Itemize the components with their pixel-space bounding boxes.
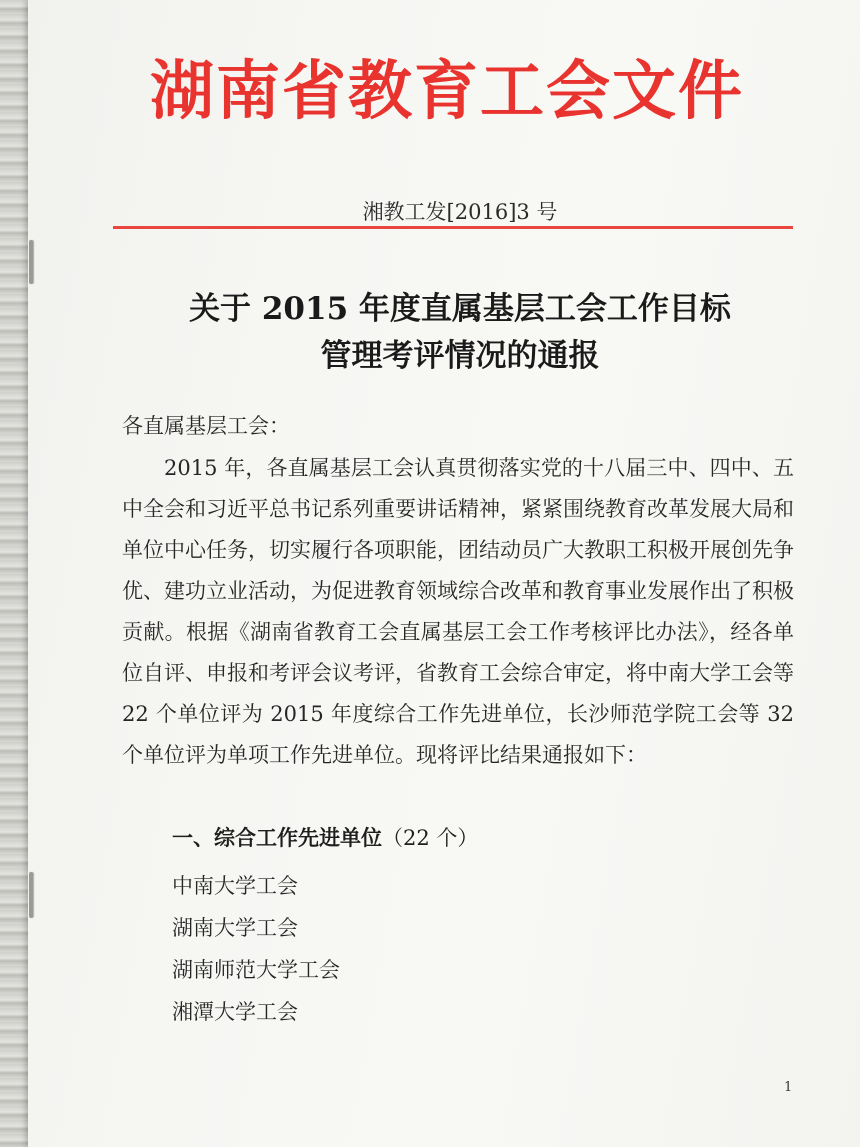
list-item: 湖南师范大学工会	[172, 958, 340, 982]
document-title-line1: 关于 2015 年度直属基层工会工作目标	[189, 291, 731, 327]
red-header-title: 湖南省教育工会文件	[150, 55, 744, 129]
document-number: 湘教工发[2016]3 号	[362, 200, 558, 224]
page-number: 1	[784, 1080, 793, 1095]
list-item: 湖南大学工会	[172, 916, 298, 940]
advanced-unit-list	[172, 865, 340, 1033]
binding-staple-top	[29, 240, 33, 284]
list-item: 中南大学工会	[172, 874, 298, 898]
list-item: 湘潭大学工会	[172, 1000, 298, 1024]
section-heading-count: （22 个）	[382, 826, 479, 850]
body-paragraph: 2015 年，各直属基层工会认真贯彻落实党的十八届三中、四中、五中全会和习近平总书记系列重要讲话精神，紧紧围绕教育改革发展大局和单位中心任务，切实履行各项职能，团结动员广大教职工积极开展创先争优、建功立业活动，为促进教育领域综合改革和教育事业发展作出了积极贡献。根据《湖南省教育工会直属基层工会工作考核评比办法》，经各单位自评、申报和考评会议考评，省教育工会综合审定，将中南大学工会等 22 个单位评为 2015 年度综合工作先进单位，长沙师范学院工会等 32 个单位评为单项工作先进单位。现将评比结果通报如下：	[122, 456, 794, 767]
document-title-line2: 管理考评情况的通报	[320, 338, 600, 374]
section-heading	[172, 822, 478, 852]
section-heading-label: 一、综合工作先进单位	[172, 825, 382, 850]
paper-stack-edge	[0, 0, 28, 1147]
red-divider-line	[113, 226, 793, 229]
salutation: 各直属基层工会：	[122, 414, 290, 438]
binding-staple-bottom	[29, 872, 33, 918]
